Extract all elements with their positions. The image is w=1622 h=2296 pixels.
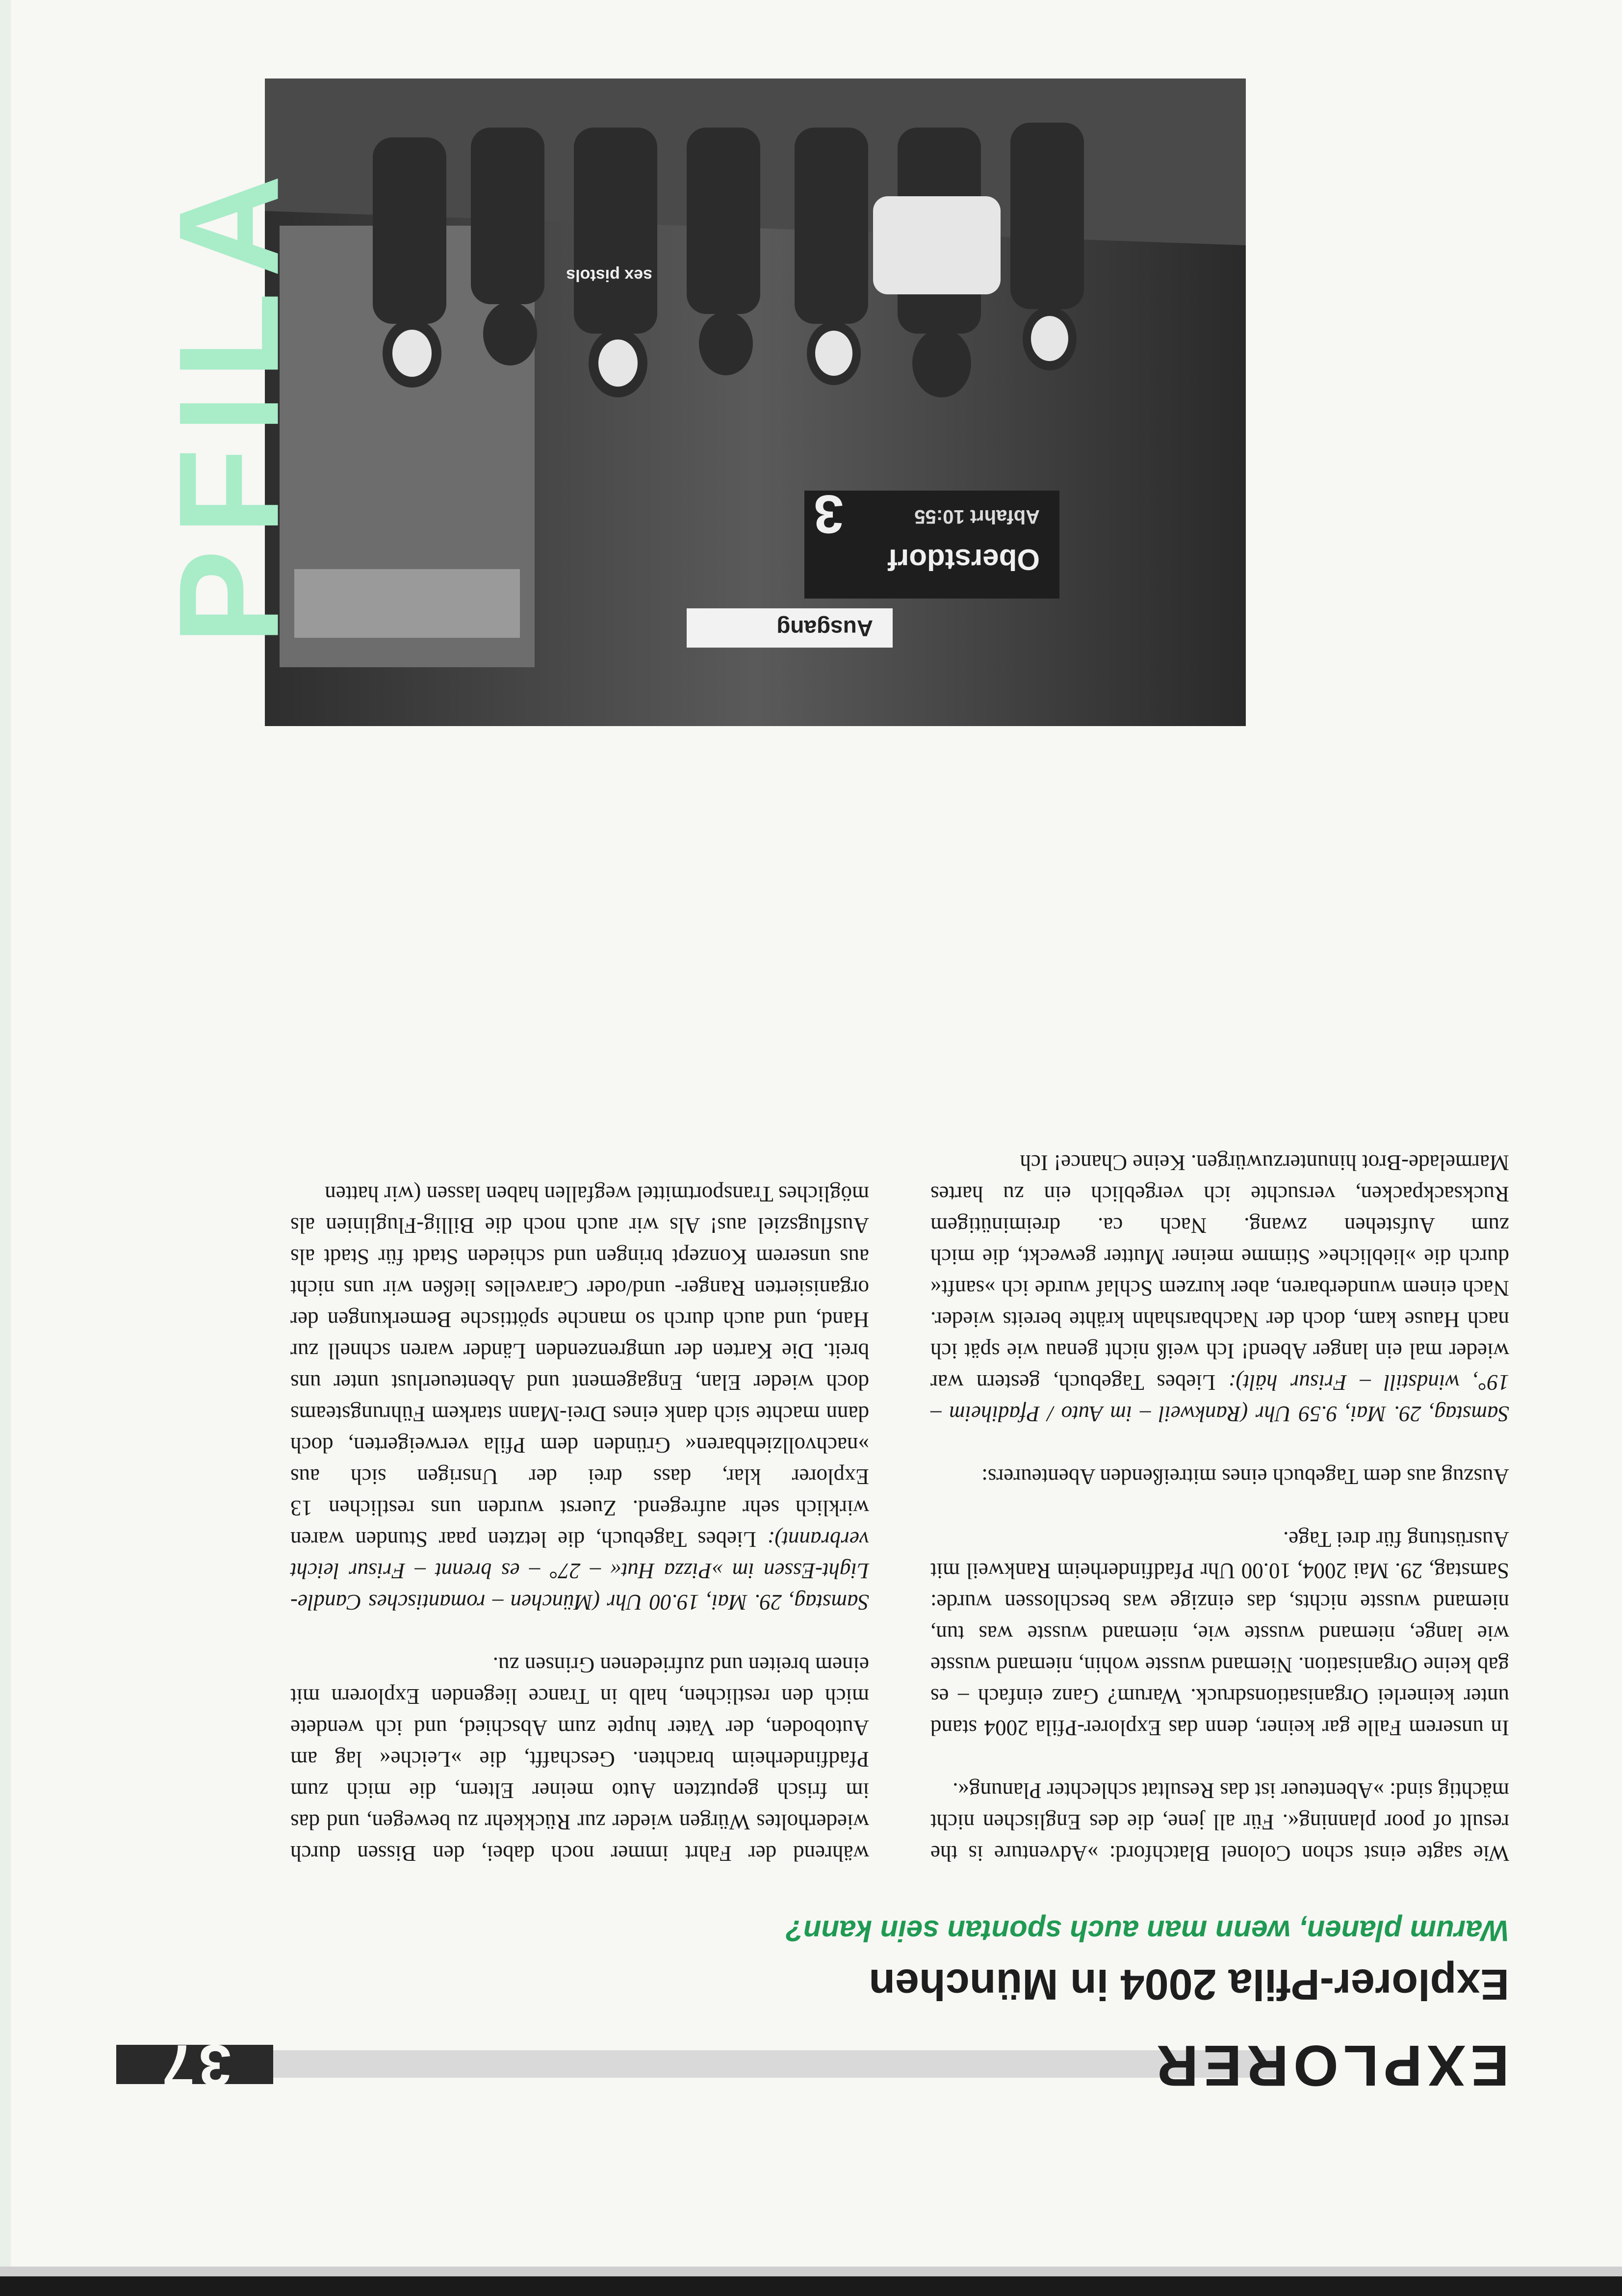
track-number: 3 xyxy=(813,484,844,544)
paragraph: Wie sagte einst schon Colonel Blatchford: »Adventure is the result of poor planning«. Für all jene, die des Englischen nicht mächtig sind: »Abenteuer ist das Resultat schlechter Planung«. xyxy=(930,1778,1509,1866)
exit-sign-label: Ausgang xyxy=(776,616,873,641)
diary-entry xyxy=(290,1178,869,1618)
pfila-label xyxy=(149,59,309,746)
scan-edge-grey xyxy=(0,2267,1622,2276)
diary-heading: Samstag, 29. Mai, 19.00 Uhr (München – romantisches Candle-Light-Essen im »Pizza Hut« – 27° – es brennt – Frisur leicht verbrannt): xyxy=(290,1527,869,1615)
scan-edge xyxy=(0,0,11,2296)
scan-edge-dark xyxy=(0,2276,1622,2296)
pfila-text: PFILA xyxy=(149,160,309,645)
page-number: 37 xyxy=(158,2033,232,2098)
text-column-right xyxy=(290,1178,869,1869)
shirt-print: sex pistols xyxy=(566,266,652,285)
paragraph: während der Fahrt immer noch dabei, den Bissen durch wiederholtes Würgen wieder zur Rückkehr zu bewegen, und das im frisch geputzten Auto meiner Eltern, die mich zum Pfadfinderheim brachten. Geschafft, die »Leiche« lag am Autoboden, der Vater hupte zum Abschied, und ich wendete mich den restlichen, halb in Trance liegenden Explorern mit einem breiten und zufriedenen Grinsen zu. xyxy=(290,1653,869,1866)
paragraph: In unserem Falle gar keiner, denn das Explorer-Pfila 2004 stand unter keinerlei Organisationsdruck. Warum? Ganz einfach – es gab keine Organisation. Niemand wusste wohin, niemand wusste wie lange, niemand wusste wie, niemand wusste was tun, niemand wusste nichts, das einzige was beschlossen wurde: Samstag, 29. Mai 2004, 10.00 Uhr Pfadfinderheim Rankweil mit Ausrüstung für drei Tage. xyxy=(930,1527,1509,1740)
departure-time: Abfahrt 10:55 xyxy=(914,506,1040,527)
diary-heading: Samstag, 29. Mai, 9.59 Uhr (Rankweil – im Auto / Pfadiheim – 19°, windstill – Frisur hält): xyxy=(930,1370,1509,1426)
photo-illustration xyxy=(265,78,1246,726)
group-photo xyxy=(265,78,1246,726)
text-column-left xyxy=(930,1147,1509,1869)
diary-entry xyxy=(930,1147,1509,1430)
diary-text: Liebes Tagebuch, gestern war wieder mal ein langer Abend! Ich weiß nicht genau wie spät ich nach Hause kam, doch der Nachbarshahn krähte bereits wieder. Nach einem wunderbaren, aber kurzem Schlaf wurde ich »sanft« durch die »liebliche« Stimme meiner Mutter geweckt, die mich zum Aufstehen zwang. Nach ca. dreiminütigem Rucksackpacken, versuchte ich vergeblich ein zu hartes Marmelade-Brot hinunterzuwürgen. Keine Chance! Ich xyxy=(930,1150,1509,1395)
diary-text: Liebes Tagebuch, die letzten paar Stunden waren wirklich sehr aufregend. Zuerst wurden uns restlichen 13 Explorer klar, dass drei der Unsrigen sich aus »nachvollziehbaren« Gründen dem Pfila verweigerten, doch dann machte sich dank eines Drei-Mann starkem Führungsteams doch wieder Elan, Engagement und Abenteuerlust unter uns breit. Die Karten der umgrenzenden Länder waren schnell zur Hand, und auch durch so manche spöttische Bemerkungen der organisierten Ranger- und/oder Caravelles ließen wir uns nicht aus unserem Konzept bringen und schieden Stadt für Stadt als Ausflugsziel aus! Als wir auch noch die Billig-Fluglinien als mögliches Transportmittel wegfallen haben lassen (wir hatten xyxy=(290,1182,869,1552)
section-title: EXPLORER xyxy=(1151,2033,1509,2098)
paragraph: Auszug aus dem Tagebuch eines mitreißenden Abenteurers: xyxy=(981,1464,1509,1489)
article-subtitle: Warum planen, wenn man auch spontan sein kann? xyxy=(785,1914,1509,1947)
article-title: Explorer-Pfila 2004 in München xyxy=(869,1960,1509,2009)
train-destination: Oberstdorf xyxy=(887,543,1040,576)
